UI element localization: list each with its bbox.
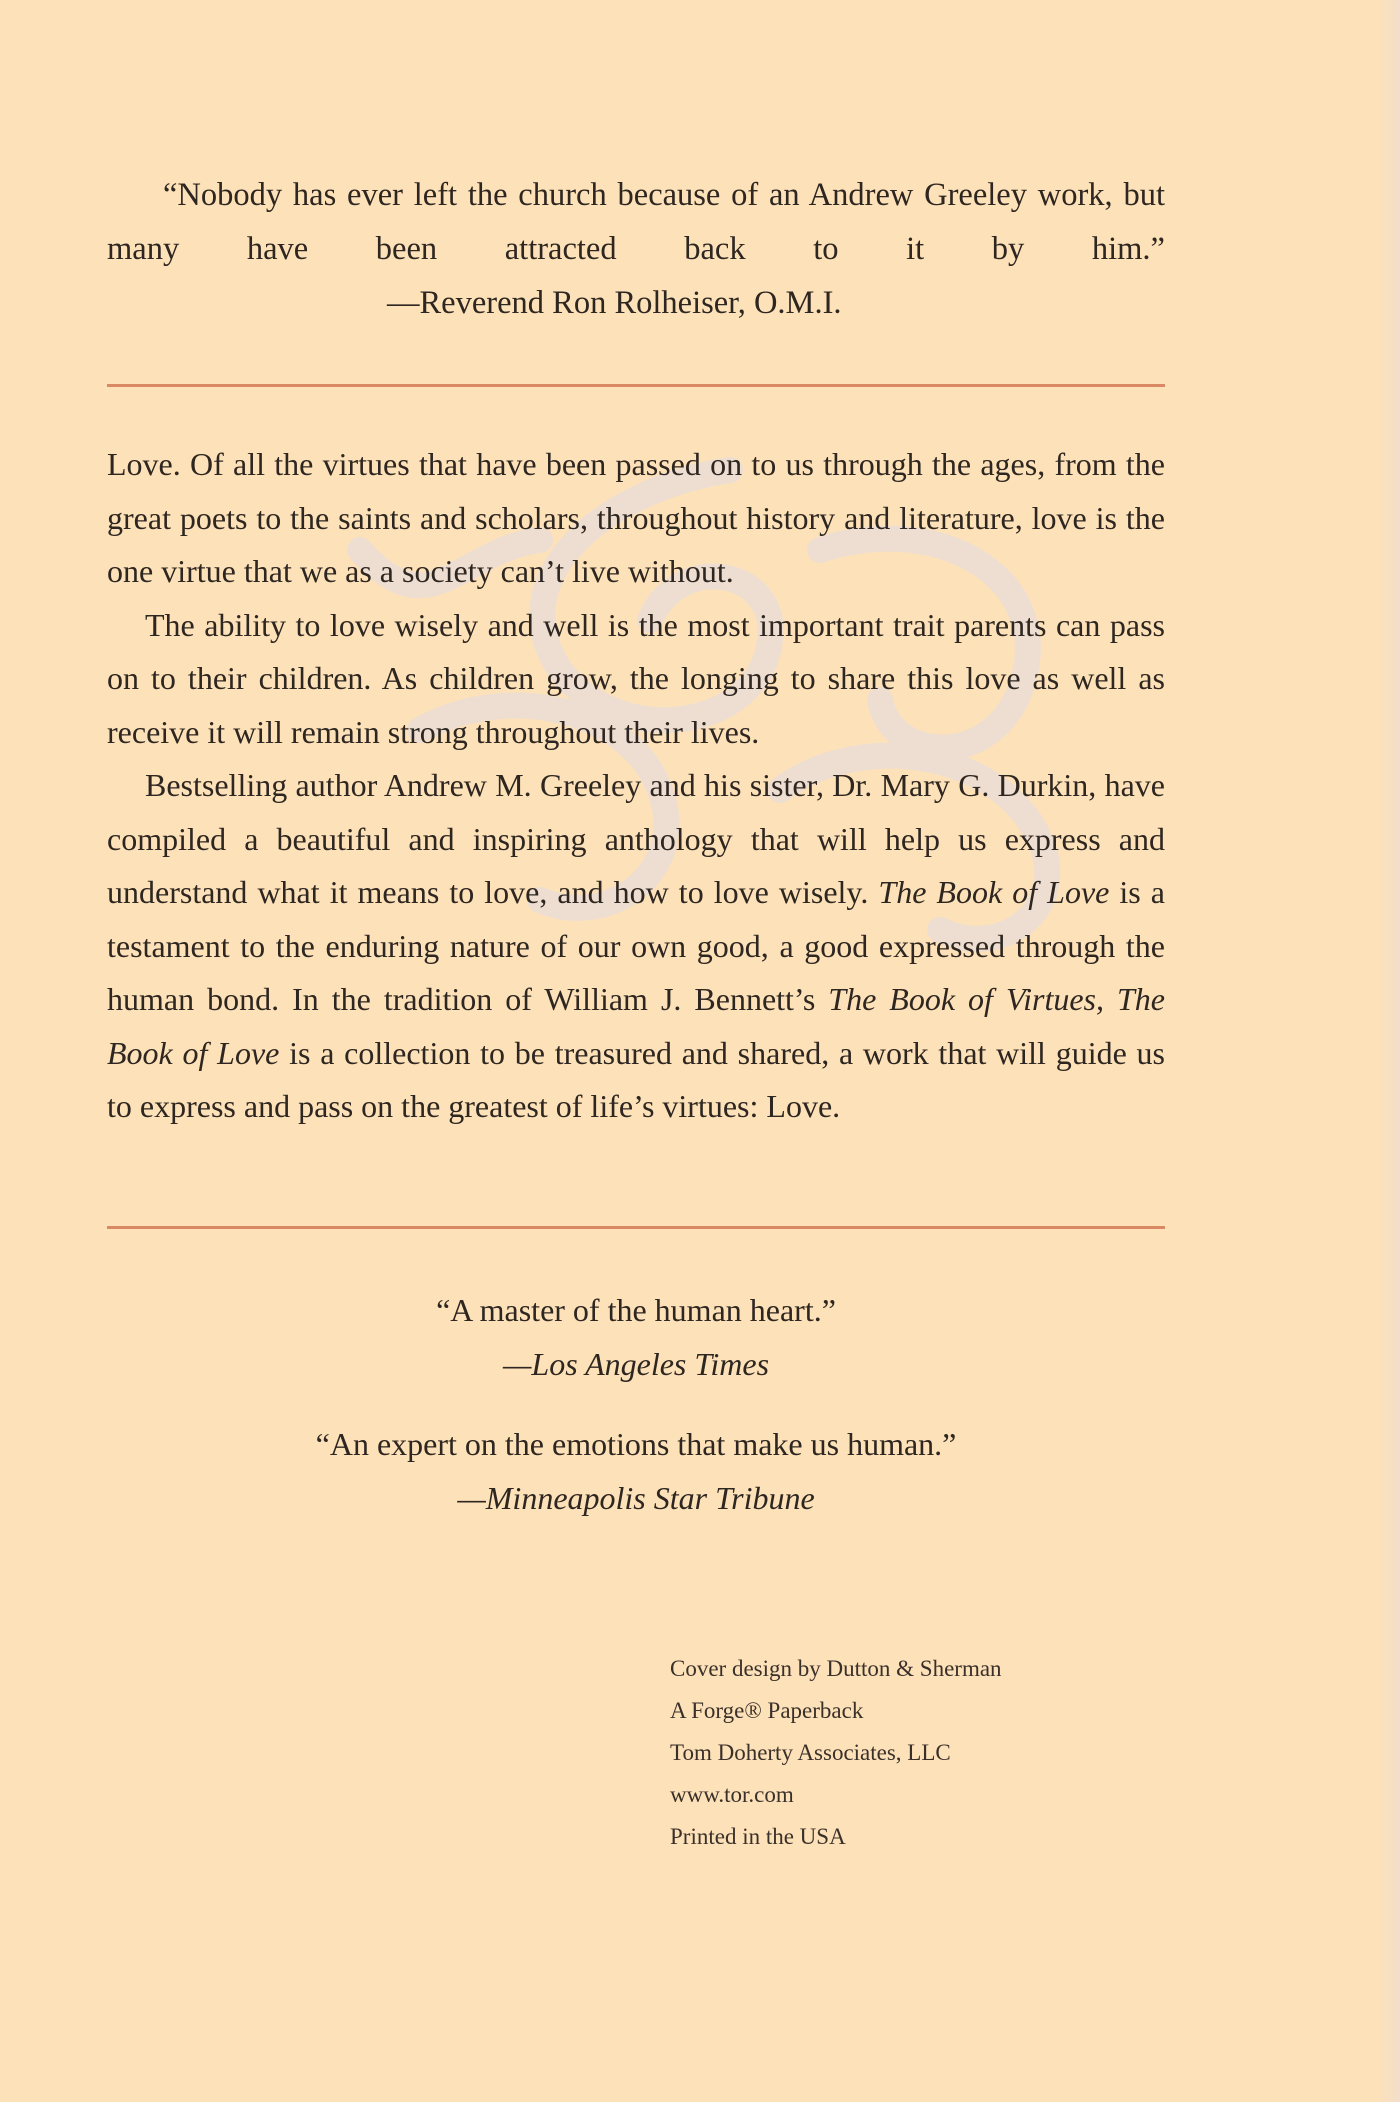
publisher-line: Tom Doherty Associates, LLC: [670, 1740, 951, 1765]
description-text: is a collection to be treasured and shared, a work that will guide us to express and pass on the greatest of life’s virtues: Love.: [107, 1034, 1166, 1124]
book-titles-italic: The Book of Virtues, The Book of Love: [107, 981, 1166, 1071]
review-source: —Minneapolis Star Tribune: [457, 1480, 815, 1516]
review-1: [107, 1283, 1165, 1391]
review-quote: “A master of the human heart.”: [436, 1292, 836, 1328]
website-line: www.tor.com: [670, 1782, 794, 1807]
description-text: is a testament to the enduring nature of our own good, a good expressed through the human bond. In the tradition of William J. Bennett’s: [107, 874, 1166, 1017]
page-edge-shadow: [1378, 0, 1400, 2102]
book-title-italic: The Book of Love: [878, 874, 1110, 910]
divider-rule-top: [107, 384, 1165, 387]
review-source: —Los Angeles Times: [502, 1346, 770, 1382]
colophon: [670, 1648, 1002, 1858]
description-paragraph-1: Love. Of all the virtues that have been passed on to us through the ages, from the great poets to the saints and scholars, throughout history and literature, love is the one virtue that we as a society can’t live without.: [107, 446, 1165, 589]
description-paragraph-3: [107, 759, 1165, 1134]
top-endorsement: [107, 168, 1165, 330]
review-quote: “An expert on the emotions that make us human.”: [315, 1426, 957, 1462]
endorsement-quote: “Nobody has ever left the church because of an Andrew Greeley work, but many have been attracted back to it by him.”: [107, 177, 1165, 267]
description-text: Bestselling author Andrew M. Greeley and his sister, Dr. Mary G. Durkin, have compiled a beautiful and inspiring anthology that will help us express and understand what it means to love, and how to love wisely.: [107, 767, 1165, 910]
description-paragraph-2: The ability to love wisely and well is the most important trait parents can pass on to their children. As children grow, the longing to share this love as well as receive it will remain strong throughout their lives.: [107, 606, 1165, 750]
divider-rule-bottom: [107, 1226, 1165, 1229]
review-2: [107, 1417, 1165, 1525]
imprint-line: A Forge® Paperback: [670, 1698, 864, 1723]
cover-credit: Cover design by Dutton & Sherman: [670, 1656, 1002, 1681]
printed-line: Printed in the USA: [670, 1824, 846, 1849]
endorsement-attribution: —Reverend Ron Rolheiser, O.M.I.: [387, 285, 842, 321]
book-description: [107, 438, 1165, 1134]
